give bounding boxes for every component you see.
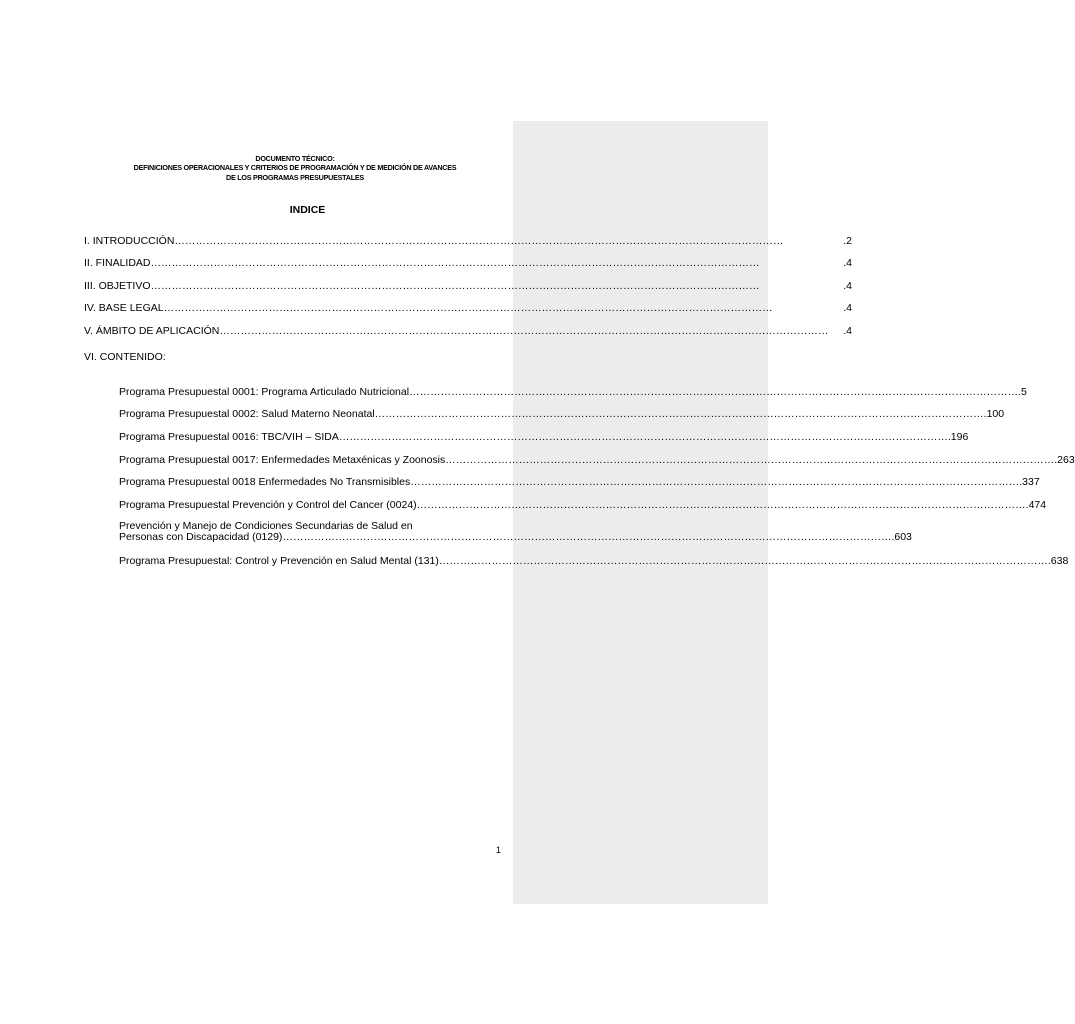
toc-leader bbox=[164, 302, 844, 315]
toc-leader bbox=[445, 454, 1054, 467]
toc-entry-page: .337 bbox=[1019, 476, 1040, 488]
toc-entry-label: Programa Presupuestal Prevención y Control del Cancer (0024) bbox=[119, 499, 417, 511]
toc-leader bbox=[410, 476, 1019, 489]
toc-leader bbox=[151, 280, 844, 293]
toc-entry-page: .4 bbox=[843, 257, 852, 269]
toc-entry-page: .4 bbox=[843, 302, 852, 314]
toc-entry-page: .263 bbox=[1054, 454, 1075, 466]
toc-entry-page: .2 bbox=[843, 235, 852, 247]
doc-header-line-1: DOCUMENTO TÉCNICO: bbox=[255, 154, 335, 163]
toc-leader bbox=[417, 499, 1026, 512]
toc-program-0129-line-1[interactable]: Prevención y Manejo de Condiciones Secundarias de Salud en bbox=[119, 520, 413, 532]
toc-entry-introduccion[interactable] bbox=[84, 235, 852, 248]
toc-entry-label: Personas con Discapacidad (0129) bbox=[119, 531, 283, 543]
toc-entry-page: .4 bbox=[843, 280, 852, 292]
toc-entry-page: .603 bbox=[891, 531, 912, 543]
toc-entry-label: Programa Presupuestal 0016: TBC/VIH – SIDA bbox=[119, 431, 339, 443]
doc-header-line-3: DE LOS PROGRAMAS PRESUPUESTALES bbox=[226, 173, 364, 182]
toc-entry-label: I. INTRODUCCIÓN bbox=[84, 235, 175, 247]
toc-entry-label: Programa Presupuestal 0018 Enfermedades No Transmisibles bbox=[119, 476, 411, 488]
toc-entry-label: Programa Presupuestal 0017: Enfermedades Metaxénicas y Zoonosis bbox=[119, 454, 446, 466]
toc-leader bbox=[219, 325, 843, 338]
toc-entry-label: II. FINALIDAD bbox=[84, 257, 151, 269]
toc-entry-objetivo[interactable] bbox=[84, 280, 852, 293]
toc-entry-page: .4 bbox=[843, 325, 852, 337]
toc-program-0018[interactable] bbox=[119, 476, 1040, 489]
toc-program-0002[interactable] bbox=[119, 408, 1005, 421]
toc-entry-label: V. ÁMBITO DE APLICACIÓN bbox=[84, 325, 220, 337]
toc-leader bbox=[174, 235, 843, 248]
doc-header-line-2: DEFINICIONES OPERACIONALES Y CRITERIOS DE PROGRAMACIÓN Y DE MEDICIÓN DE AVANCES bbox=[133, 163, 457, 172]
index-title: INDICE bbox=[289, 204, 326, 216]
toc-entry-label: IV. BASE LEGAL bbox=[84, 302, 164, 314]
toc-program-0129[interactable] bbox=[119, 531, 912, 544]
toc-entry-page: .100 bbox=[983, 408, 1005, 420]
toc-entry-label: Programa Presupuestal 0001: Programa Articulado Nutricional bbox=[119, 386, 410, 398]
toc-program-0017[interactable] bbox=[119, 454, 1075, 467]
toc-leader bbox=[282, 531, 891, 544]
toc-program-0001[interactable] bbox=[119, 386, 1027, 399]
toc-leader bbox=[151, 257, 844, 270]
toc-entry-page: .196 bbox=[947, 431, 969, 443]
toc-leader bbox=[339, 431, 948, 444]
toc-leader bbox=[409, 386, 1018, 399]
toc-entry-page: .5 bbox=[1018, 386, 1027, 398]
toc-entry-label: Programa Presupuestal: Control y Prevención en Salud Mental (131) bbox=[119, 555, 439, 567]
toc-entry-base-legal[interactable] bbox=[84, 302, 852, 315]
toc-entry-ambito[interactable] bbox=[84, 325, 852, 338]
page-number: 1 bbox=[496, 845, 502, 855]
toc-leader bbox=[439, 555, 1048, 568]
toc-entry-label: Programa Presupuestal 0002: Salud Materno Neonatal bbox=[119, 408, 375, 420]
toc-entry-label: III. OBJETIVO bbox=[84, 280, 151, 292]
toc-program-0131[interactable] bbox=[119, 555, 1069, 568]
toc-program-0024[interactable] bbox=[119, 499, 1047, 512]
toc-leader bbox=[375, 408, 984, 421]
toc-contenido-label: VI. CONTENIDO: bbox=[84, 351, 166, 363]
toc-program-0016[interactable] bbox=[119, 431, 969, 444]
toc-entry-page: .474 bbox=[1025, 499, 1047, 511]
toc-entry-page: .638 bbox=[1047, 555, 1069, 567]
toc-entry-finalidad[interactable] bbox=[84, 257, 852, 270]
